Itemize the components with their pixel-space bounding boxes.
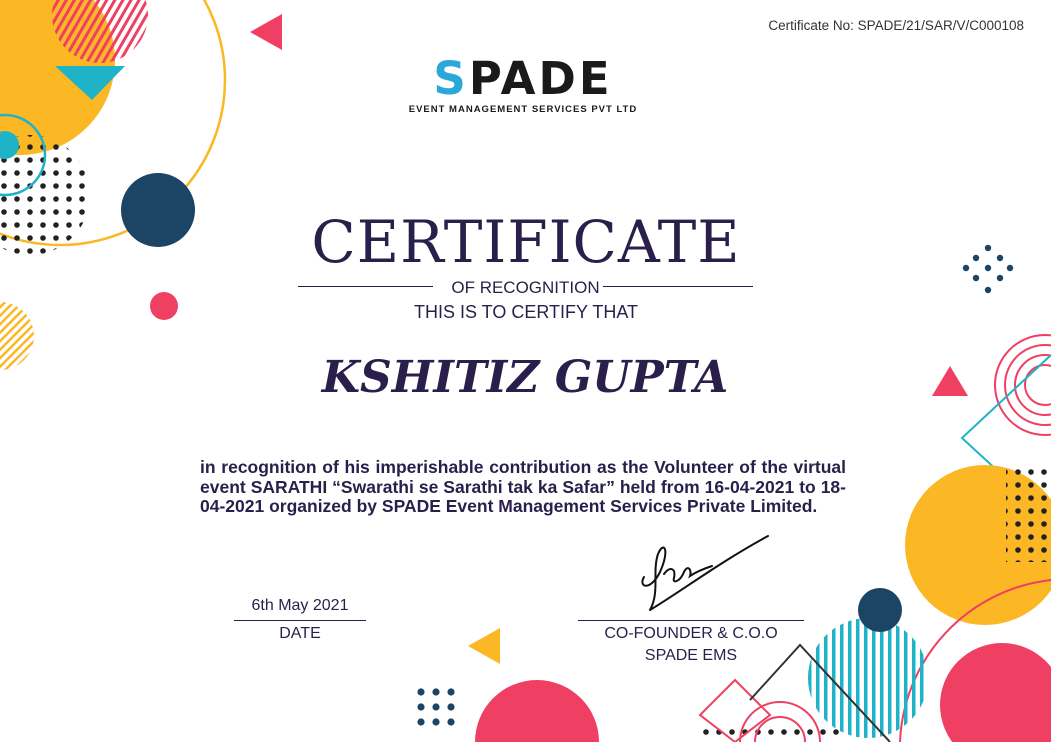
recipient-name: KSHITIZ GUPTA: [321, 352, 729, 403]
signature-image: [630, 532, 770, 614]
issue-date: 6th May 2021: [251, 597, 349, 614]
pink-dot-left: [150, 292, 178, 320]
pink-concentric-rings: [995, 335, 1051, 435]
company-logo: [392, 52, 654, 118]
yellow-stripe-half-circle: [0, 302, 34, 370]
pink-triangle-top: [250, 14, 282, 50]
certify-line: THIS IS TO CERTIFY THAT: [413, 302, 639, 322]
navy-circle-right: [858, 588, 902, 632]
certificate-title: CERTIFICATE: [311, 208, 741, 276]
subtitle-row: [298, 278, 753, 300]
recognition-text: in recognition of his imperishable contribution as the Volunteer of the virtual event SARATHI “Swarathi se Sarathi tak ka Safar” held from 16-04-2021 to 18-04-2021 organized by SPADE Event Management Services Private Limited.: [200, 457, 846, 516]
signatory-title: CO-FOUNDER & C.O.O: [604, 625, 778, 642]
signature-rule: [578, 620, 804, 621]
navy-circle-left: [121, 173, 195, 247]
yellow-triangle-bottom: [468, 628, 500, 664]
pink-circle-bottom: [475, 680, 599, 742]
teal-stripe-circle: [808, 618, 928, 738]
navy-dot-cluster-right: [963, 245, 1013, 293]
date-label: DATE: [279, 625, 321, 642]
certificate-number: Certificate No: SPADE/21/SAR/V/C000108: [768, 18, 1024, 33]
pink-triangle-right: [932, 366, 968, 396]
navy-dot-grid-bottom: [417, 688, 454, 725]
date-rule: [234, 620, 366, 621]
logo-tagline: EVENT MANAGEMENT SERVICES PVT LTD: [408, 104, 638, 115]
pink-circle-bottom-right: [940, 643, 1051, 742]
certificate-subtitle: OF RECOGNITION: [451, 278, 600, 297]
signatory-organization: SPADE EMS: [644, 647, 738, 664]
logo-wordmark: SPADE: [433, 52, 613, 105]
dotted-rect-right: [1006, 462, 1051, 562]
